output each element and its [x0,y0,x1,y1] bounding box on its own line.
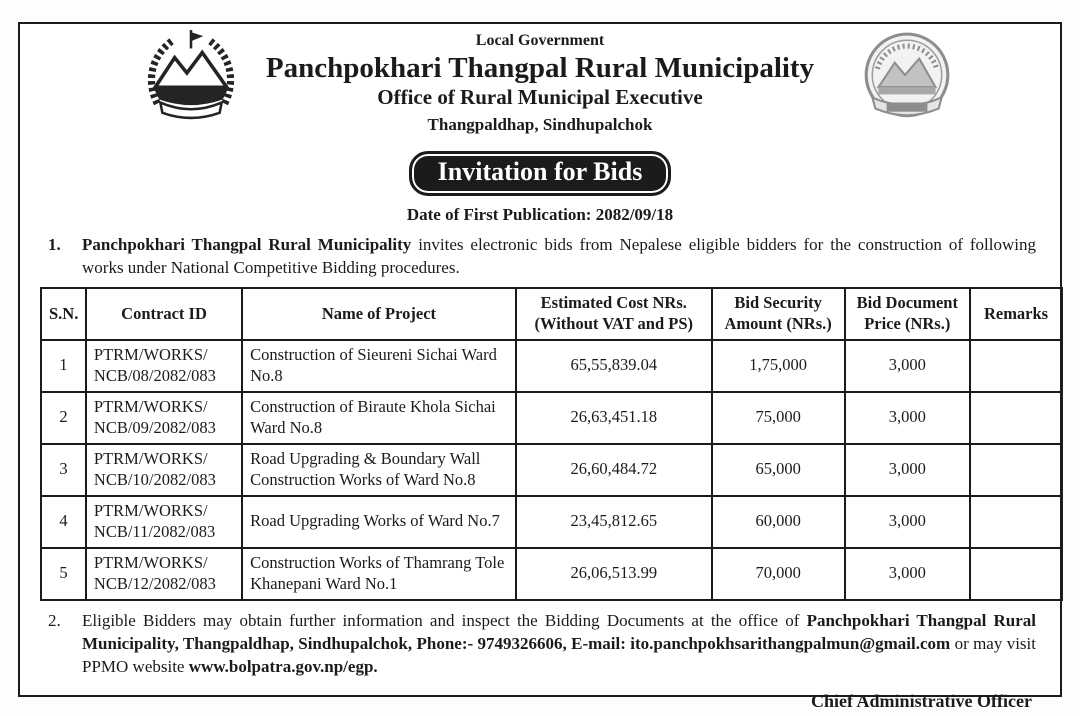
government-label: Local Government [475,32,605,49]
remarks-cell [970,548,1062,600]
document-header [20,24,1060,142]
table-row [41,444,1062,496]
contract-id-cell [86,444,242,496]
signature-title: Chief Administrative Officer [811,690,1032,711]
municipality-seal-icon [854,28,960,128]
table-row [41,340,1062,392]
sn-cell: 1 [41,340,86,392]
bids-table [40,287,1063,600]
office-address: Thangpaldhap, Sindhupalchok [427,115,653,135]
estimated-cost-cell: 26,06,513.99 [516,548,712,600]
header-doc-price: Bid Document Price (NRs.) [845,288,971,339]
remarks-cell [970,392,1062,444]
document-page [18,22,1062,711]
contract-id-line1: PTRM/WORKS/ [93,449,208,469]
contract-id-cell [86,548,242,600]
contract-id-line2: NCB/08/2082/083 [93,365,216,385]
doc-price-cell: 3,000 [845,444,971,496]
clause-2-contact-bold: Panchpokhari Thangpal Rural Municipality, Thangpaldhap, Sindhupalchok, Phone:- 9749326606, E-mail: ito.panchpokhsarithangpalmun@gmail.com [82,610,1036,653]
header-project-name: Name of Project [242,288,516,339]
contract-id-line2: NCB/12/2082/083 [93,573,216,593]
estimated-cost-cell: 26,63,451.18 [516,392,712,444]
contract-id-line1: PTRM/WORKS/ [93,501,208,521]
header-contract-id: Contract ID [86,288,242,339]
header-bid-security: Bid Security Amount (NRs.) [712,288,845,339]
bid-security-cell: 75,000 [712,392,845,444]
nepal-government-emblem-icon [138,28,244,122]
project-cell: Construction of Sieureni Sichai Ward No.8 [242,340,516,392]
bid-security-cell: 70,000 [712,548,845,600]
contract-id-line2: NCB/09/2082/083 [93,417,216,437]
contract-id-cell [86,340,242,392]
clause-1-number: 1. [48,234,61,254]
clause-1-text [82,234,1036,280]
bid-security-cell: 65,000 [712,444,845,496]
contract-id-cell [86,496,242,548]
remarks-cell [970,340,1062,392]
clause-1-rest-text: invites electronic bids from Nepalese eligible bidders for the construction of following works under National Competitive Bidding procedures. [82,234,1036,277]
table-header-row [41,288,1062,339]
doc-price-cell: 3,000 [845,340,971,392]
header-estimated-cost: Estimated Cost NRs. (Without VAT and PS) [516,288,712,339]
remarks-cell [970,496,1062,548]
bid-security-cell: 60,000 [712,496,845,548]
invitation-banner: Invitation for Bids [409,151,672,196]
office-name: Office of Rural Municipal Executive [377,85,703,110]
clause-2-part1-text: Eligible Bidders may obtain further information and inspect the Bidding Documents at the office of [82,610,807,630]
sn-cell: 3 [41,444,86,496]
banner-row [20,151,1060,196]
project-cell: Road Upgrading Works of Ward No.7 [242,496,516,548]
doc-price-cell: 3,000 [845,392,971,444]
project-cell: Construction Works of Thamrang Tole Khanepani Ward No.1 [242,548,516,600]
sn-cell: 5 [41,548,86,600]
table-row [41,548,1062,600]
bid-security-cell: 1,75,000 [712,340,845,392]
doc-price-cell: 3,000 [845,496,971,548]
project-cell: Construction of Biraute Khola Sichai Ward No.8 [242,392,516,444]
ppmo-website-text: www.bolpatra.gov.np/egp. [188,656,378,676]
header-sn: S.N. [41,288,86,339]
publication-date: Date of First Publication: 2082/09/18 [406,204,674,224]
table-row [41,392,1062,444]
contract-id-line2: NCB/11/2082/083 [93,521,216,541]
header-remarks: Remarks [970,288,1062,339]
doc-price-cell: 3,000 [845,548,971,600]
contract-id-line1: PTRM/WORKS/ [93,553,208,573]
contract-id-cell [86,392,242,444]
sn-cell: 4 [41,496,86,548]
clause-2-part2-text: or may visit PPMO website [82,633,1036,676]
contract-id-line1: PTRM/WORKS/ [93,397,208,417]
project-cell: Road Upgrading & Boundary Wall Construction Works of Ward No.8 [242,444,516,496]
table-row [41,496,1062,548]
clause-1-bold-text: Panchpokhari Thangpal Rural Municipality [82,234,412,254]
sn-cell: 2 [41,392,86,444]
clause-1 [48,234,1036,280]
estimated-cost-cell: 23,45,812.65 [516,496,712,548]
estimated-cost-cell: 26,60,484.72 [516,444,712,496]
clause-2-text [82,610,1036,679]
contract-id-line1: PTRM/WORKS/ [93,345,208,365]
estimated-cost-cell: 65,55,839.04 [516,340,712,392]
clause-2 [48,610,1036,679]
remarks-cell [970,444,1062,496]
clause-2-number: 2. [48,610,61,630]
contract-id-line2: NCB/10/2082/083 [93,469,216,489]
municipality-title: Panchpokhari Thangpal Rural Municipality [265,52,815,84]
